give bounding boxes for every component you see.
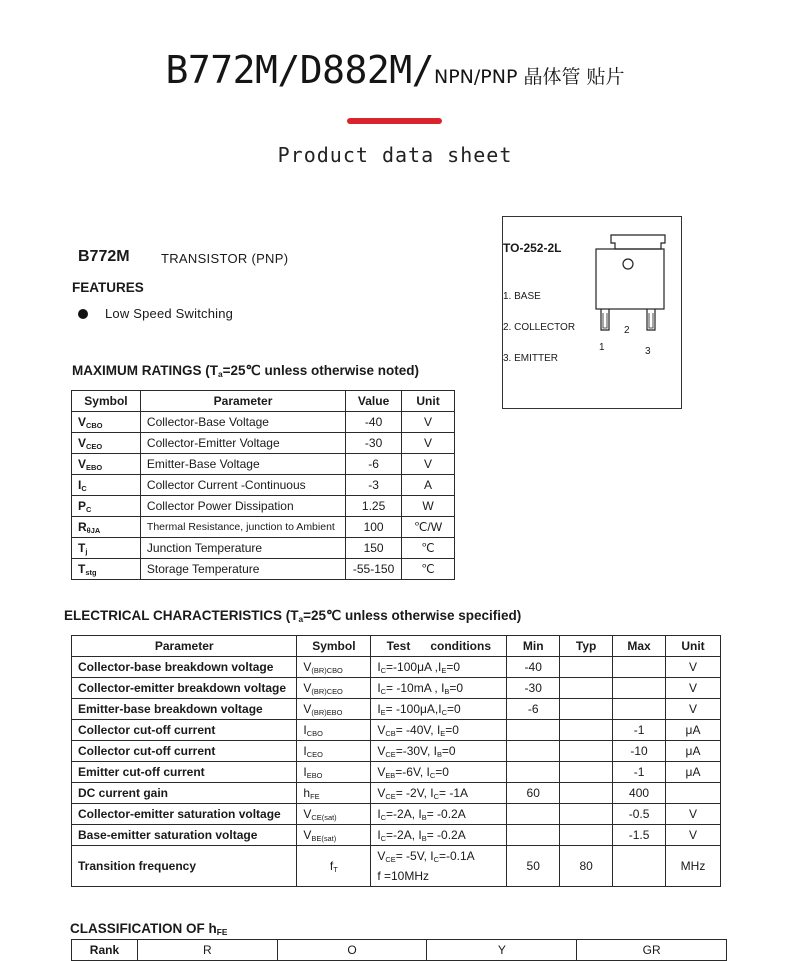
product-title: B772M/D882M/ bbox=[165, 48, 435, 92]
unit-cell: V bbox=[666, 825, 721, 846]
unit-cell: μA bbox=[666, 741, 721, 762]
symbol-cell: $I_{EBO}$ bbox=[297, 762, 371, 783]
max-cell: -1 bbox=[613, 720, 666, 741]
symbol-cell: $T_j$ bbox=[72, 538, 141, 559]
table-row bbox=[72, 940, 727, 961]
min-cell: -40 bbox=[507, 657, 560, 678]
max-cell bbox=[613, 699, 666, 720]
pin-label-emitter: 3. EMITTER bbox=[503, 353, 559, 364]
pin-label-base: 1. BASE bbox=[503, 291, 541, 302]
electrical-heading: ELECTRICAL CHARACTERISTICS ($T_a=25℃$ unless otherwise specified) bbox=[64, 608, 522, 625]
typ-cell bbox=[560, 678, 613, 699]
table-row bbox=[72, 741, 721, 762]
symbol-cell: $I_{CEO}$ bbox=[297, 741, 371, 762]
symbol-cell: $T_{stg}$ bbox=[72, 559, 141, 580]
unit-cell: V bbox=[666, 804, 721, 825]
min-cell bbox=[507, 825, 560, 846]
typ-cell bbox=[560, 783, 613, 804]
package-name: TO-252-2L bbox=[503, 241, 562, 255]
parameter-cell: Collector-emitter breakdown voltage bbox=[72, 678, 297, 699]
condition-cell: $V_{CE}= -5V$, $I_C=-0.1A$ f =10MHz bbox=[371, 846, 507, 887]
table-row bbox=[72, 559, 455, 580]
parameter-cell: Collector-Base Voltage bbox=[140, 412, 345, 433]
table-row bbox=[72, 517, 455, 538]
table-row bbox=[72, 720, 721, 741]
value-cell: 1.25 bbox=[346, 496, 402, 517]
condition-cell: $V_{EB}=-6V$, $I_C=0$ bbox=[371, 762, 507, 783]
part-type: TRANSISTOR (PNP) bbox=[161, 251, 289, 266]
parameter-cell: Collector Power Dissipation bbox=[140, 496, 345, 517]
unit-cell: W bbox=[402, 496, 455, 517]
typ-cell bbox=[560, 720, 613, 741]
max-cell bbox=[613, 846, 666, 887]
part-name: B772M bbox=[78, 248, 130, 265]
symbol-cell: $V_{CE(sat)}$ bbox=[297, 804, 371, 825]
value-cell: -6 bbox=[346, 454, 402, 475]
unit-cell: ℃ bbox=[402, 559, 455, 580]
unit-cell: V bbox=[402, 412, 455, 433]
rank-label: Rank bbox=[72, 940, 138, 961]
parameter-cell: Collector cut-off current bbox=[72, 720, 297, 741]
typ-cell bbox=[560, 762, 613, 783]
value-cell: -3 bbox=[346, 475, 402, 496]
parameter-cell: DC current gain bbox=[72, 783, 297, 804]
condition-cell: $I_C= -10mA$ , $I_B=0$ bbox=[371, 678, 507, 699]
value-cell: -30 bbox=[346, 433, 402, 454]
condition-cell: $I_C=-100\mu A$ $,I_E=0$ bbox=[371, 657, 507, 678]
table-header-row: Symbol Parameter Value Unit bbox=[72, 391, 455, 412]
table-row bbox=[72, 825, 721, 846]
min-cell bbox=[507, 804, 560, 825]
rank-cell: Y bbox=[427, 940, 577, 961]
unit-cell: V bbox=[666, 699, 721, 720]
symbol-cell: $f_T$ bbox=[297, 846, 371, 887]
unit-cell: μA bbox=[666, 720, 721, 741]
parameter-cell: Storage Temperature bbox=[140, 559, 345, 580]
min-cell: 50 bbox=[507, 846, 560, 887]
parameter-cell: Base-emitter saturation voltage bbox=[72, 825, 297, 846]
min-cell: -30 bbox=[507, 678, 560, 699]
value-cell: 150 bbox=[346, 538, 402, 559]
pin-number: 1 bbox=[599, 342, 605, 353]
parameter-cell: Transition frequency bbox=[72, 846, 297, 887]
page-header bbox=[0, 48, 790, 92]
parameter-cell: Junction Temperature bbox=[140, 538, 345, 559]
table-row bbox=[72, 496, 455, 517]
rank-cell: GR bbox=[577, 940, 727, 961]
table-row bbox=[72, 538, 455, 559]
max-cell: 400 bbox=[613, 783, 666, 804]
electrical-table bbox=[71, 635, 721, 887]
parameter-cell: Emitter-base breakdown voltage bbox=[72, 699, 297, 720]
symbol-cell: $V_{(BR)CBO}$ bbox=[297, 657, 371, 678]
table-row bbox=[72, 699, 721, 720]
unit-cell bbox=[666, 783, 721, 804]
parameter-cell: Emitter cut-off current bbox=[72, 762, 297, 783]
max-ratings-heading: MAXIMUM RATINGS ($T_a=25℃$ unless otherwise noted) bbox=[72, 363, 419, 380]
max-cell: -0.5 bbox=[613, 804, 666, 825]
typ-cell bbox=[560, 741, 613, 762]
value-cell: -40 bbox=[346, 412, 402, 433]
min-cell bbox=[507, 741, 560, 762]
table-row bbox=[72, 657, 721, 678]
accent-divider bbox=[347, 118, 442, 124]
typ-cell bbox=[560, 825, 613, 846]
package-diagram bbox=[502, 216, 682, 409]
features-heading: FEATURES bbox=[72, 280, 144, 295]
pin-number: 3 bbox=[645, 346, 651, 357]
symbol-cell: $V_{EBO}$ bbox=[72, 454, 141, 475]
pin-label-collector: 2. COLLECTOR bbox=[503, 322, 576, 333]
unit-cell: V bbox=[666, 678, 721, 699]
unit-cell: V bbox=[402, 433, 455, 454]
max-cell bbox=[613, 657, 666, 678]
table-header-row: Parameter Symbol Test conditions Min Typ Max Unit bbox=[72, 636, 721, 657]
typ-cell bbox=[560, 804, 613, 825]
pin-number: 2 bbox=[624, 325, 630, 336]
typ-cell: 80 bbox=[560, 846, 613, 887]
bullet-icon bbox=[78, 309, 88, 319]
symbol-cell: $V_{CBO}$ bbox=[72, 412, 141, 433]
table-row bbox=[72, 412, 455, 433]
parameter-cell: Collector-emitter saturation voltage bbox=[72, 804, 297, 825]
condition-cell: $I_E= -100\mu A,I_C=0$ bbox=[371, 699, 507, 720]
parameter-cell: Collector cut-off current bbox=[72, 741, 297, 762]
symbol-cell: $V_{CEO}$ bbox=[72, 433, 141, 454]
symbol-cell: $V_{(BR)EBO}$ bbox=[297, 699, 371, 720]
feature-item: Low Speed Switching bbox=[105, 306, 234, 321]
unit-cell: μA bbox=[666, 762, 721, 783]
parameter-cell: Emitter-Base Voltage bbox=[140, 454, 345, 475]
symbol-cell: $R_{\theta JA}$ bbox=[72, 517, 141, 538]
min-cell bbox=[507, 720, 560, 741]
to252-package-icon bbox=[591, 231, 671, 341]
unit-cell: V bbox=[666, 657, 721, 678]
value-cell: -55-150 bbox=[346, 559, 402, 580]
parameter-cell: Thermal Resistance, junction to Ambient bbox=[140, 517, 345, 538]
product-subtitle: NPN/PNP 晶体管 贴片 bbox=[434, 66, 625, 88]
unit-cell: A bbox=[402, 475, 455, 496]
condition-cell: $I_C=-2A$, $I_B= -0.2A$ bbox=[371, 804, 507, 825]
parameter-cell: Collector Current -Continuous bbox=[140, 475, 345, 496]
table-row bbox=[72, 475, 455, 496]
max-cell: -1.5 bbox=[613, 825, 666, 846]
rank-cell: O bbox=[277, 940, 427, 961]
min-cell: 60 bbox=[507, 783, 560, 804]
unit-cell: MHz bbox=[666, 846, 721, 887]
symbol-cell: $P_C$ bbox=[72, 496, 141, 517]
min-cell: -6 bbox=[507, 699, 560, 720]
unit-cell: V bbox=[402, 454, 455, 475]
condition-cell: $V_{CE}=-30V$, $I_B=0$ bbox=[371, 741, 507, 762]
table-row bbox=[72, 783, 721, 804]
table-row bbox=[72, 846, 721, 887]
min-cell bbox=[507, 762, 560, 783]
symbol-cell: $h_{FE}$ bbox=[297, 783, 371, 804]
condition-cell: $I_C=-2A$, $I_B= -0.2A$ bbox=[371, 825, 507, 846]
table-row bbox=[72, 678, 721, 699]
max-cell bbox=[613, 678, 666, 699]
classification-table bbox=[71, 939, 727, 961]
symbol-cell: $V_{(BR)CEO}$ bbox=[297, 678, 371, 699]
doc-type-title: Product data sheet bbox=[277, 143, 513, 167]
parameter-cell: Collector-base breakdown voltage bbox=[72, 657, 297, 678]
symbol-cell: $I_C$ bbox=[72, 475, 141, 496]
typ-cell bbox=[560, 657, 613, 678]
typ-cell bbox=[560, 699, 613, 720]
table-row bbox=[72, 762, 721, 783]
symbol-cell: $I_{CBO}$ bbox=[297, 720, 371, 741]
rank-cell: R bbox=[137, 940, 277, 961]
parameter-cell: Collector-Emitter Voltage bbox=[140, 433, 345, 454]
max-cell: -10 bbox=[613, 741, 666, 762]
value-cell: 100 bbox=[346, 517, 402, 538]
classification-heading: CLASSIFICATION OF $h_{FE}$ bbox=[70, 921, 228, 938]
table-row bbox=[72, 433, 455, 454]
max-ratings-table bbox=[71, 390, 455, 580]
symbol-cell: $V_{BE(sat)}$ bbox=[297, 825, 371, 846]
unit-cell: ℃ bbox=[402, 538, 455, 559]
unit-cell: ℃/W bbox=[402, 517, 455, 538]
condition-cell: $V_{CE}= -2V$, $I_C= -1A$ bbox=[371, 783, 507, 804]
max-cell: -1 bbox=[613, 762, 666, 783]
condition-cell: $V_{CB}= -40V$, $I_E=0$ bbox=[371, 720, 507, 741]
table-row bbox=[72, 454, 455, 475]
table-row bbox=[72, 804, 721, 825]
